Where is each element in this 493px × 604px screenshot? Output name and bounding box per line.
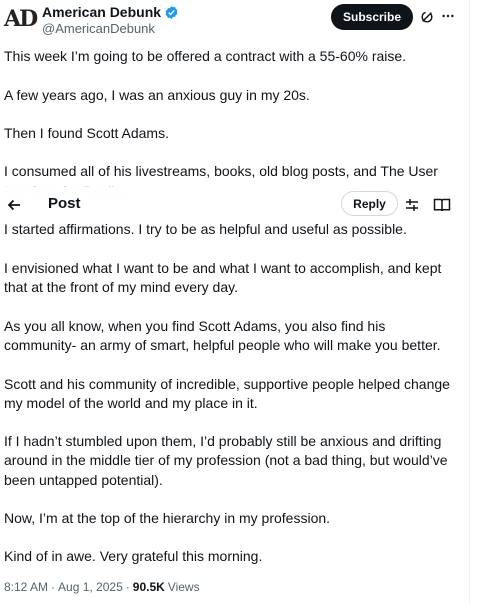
meta-separator: · — [51, 580, 56, 594]
author-handle[interactable]: @AmericanDebunk — [42, 21, 155, 36]
verified-badge-icon — [164, 5, 179, 20]
back-arrow-icon[interactable] — [6, 197, 22, 213]
post-time[interactable]: 8:12 AM — [4, 580, 49, 594]
post-date[interactable]: Aug 1, 2025 — [58, 580, 123, 594]
post-paragraph: Scott and his community of incredible, supportive people helped change — [4, 376, 450, 392]
column-border — [469, 0, 470, 604]
views-count: 90.5K — [132, 580, 165, 594]
post-paragraph: that at the front of my mind every day. — [4, 279, 238, 295]
more-icon[interactable] — [441, 9, 455, 23]
post-paragraph: I consumed all of his livestreams, books, old blog posts, and The User — [4, 163, 438, 179]
subscribe-button[interactable]: Subscribe — [331, 4, 413, 30]
post-paragraph: I envisioned what I want to be and what I want to accomplish, and kept — [4, 260, 442, 276]
views-label: Views — [167, 580, 200, 594]
post-paragraph: Kind of in awe. Very grateful this morning. — [4, 548, 263, 564]
post-paragraph: around in the middle tier of my profession (not a bad thing, but would’ve — [4, 452, 448, 468]
post-header — [0, 0, 469, 40]
avatar[interactable]: AD — [4, 6, 37, 32]
post-paragraph: I started affirmations. I try to be as helpful and useful as possible. — [4, 221, 407, 237]
page-title: Post — [48, 195, 81, 212]
post-paragraph: been untapped potential). — [4, 472, 163, 488]
sliders-icon[interactable] — [404, 197, 420, 213]
post-paragraph: Then I found Scott Adams. — [4, 125, 169, 141]
reply-button[interactable]: Reply — [341, 191, 398, 216]
post-paragraph: If I hadn’t stumbled upon them, I’d probably still be anxious and drifting — [4, 433, 442, 449]
meta-separator: · — [125, 580, 130, 594]
post-paragraph: A few years ago, I was an anxious guy in my 20s. — [4, 87, 310, 103]
post-paragraph: This week I’m going to be offered a contract with a 55-60% raise. — [4, 48, 407, 64]
post-paragraph: Now, I’m at the top of the hierarchy in my profession. — [4, 510, 331, 526]
post-paragraph: my model of the world and my place in it. — [4, 395, 258, 411]
reader-mode-icon[interactable] — [433, 197, 451, 213]
post-metadata — [4, 580, 200, 594]
grok-icon[interactable] — [420, 10, 434, 24]
sticky-post-header — [0, 187, 469, 223]
post-paragraph: community- an army of smart, helpful people who will make you better. — [4, 337, 441, 353]
author-name-row — [42, 4, 179, 20]
post-paragraph: As you all know, when you find Scott Adams, you also find his — [4, 318, 386, 334]
author-name[interactable]: American Debunk — [42, 4, 162, 20]
